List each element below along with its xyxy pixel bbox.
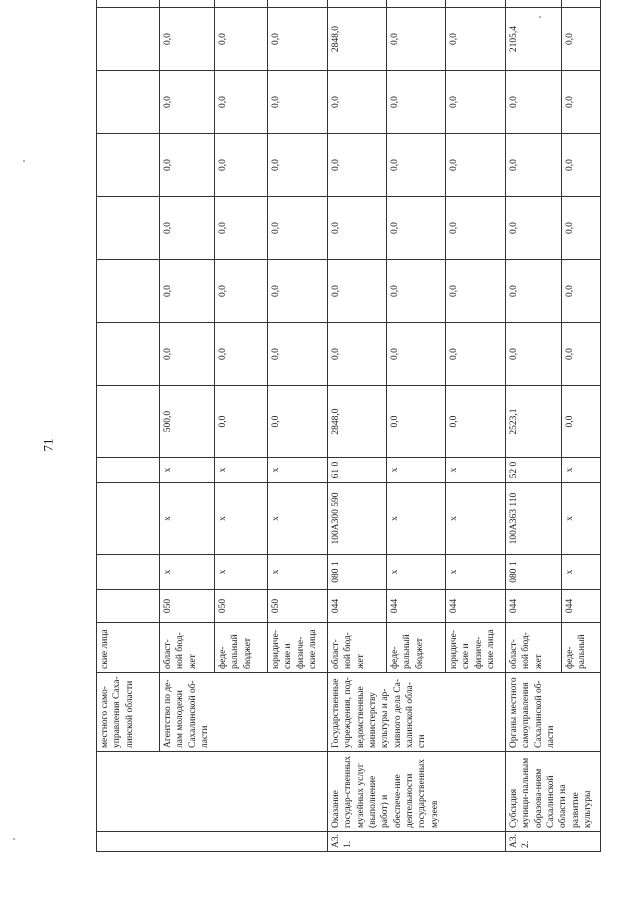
page-number: 71: [40, 438, 55, 452]
cell-value: 0,0: [446, 386, 506, 458]
cell-csr: x: [215, 483, 268, 555]
cell-value: 0,0: [506, 71, 562, 134]
cell-value: 0,0: [215, 71, 268, 134]
cell-value: 0,0: [160, 71, 215, 134]
cell-value: 0,0: [387, 260, 446, 323]
cell-value: 0,0: [268, 323, 328, 386]
cell-grbs: 044: [562, 590, 601, 623]
budget-table-area: [96, 25, 600, 852]
row-code: [97, 832, 328, 852]
cell-value: 2848,0: [328, 8, 387, 71]
cell-vr: x: [160, 458, 215, 483]
scan-speck: [13, 838, 15, 840]
cell-vr: x: [268, 458, 328, 483]
cell-csr: x: [160, 483, 215, 555]
row-executor: Органы местного самоуправления Сахалинской об-ласти: [506, 673, 601, 752]
cell-value: 0,0: [215, 386, 268, 458]
row-source: феде-ральный: [562, 623, 601, 673]
cell-value: 0,0: [506, 134, 562, 197]
cell-value: 0,0: [268, 8, 328, 71]
cell-value: 0,0: [268, 197, 328, 260]
cell-value: 0,0: [562, 71, 601, 134]
row-code: А3. 1.: [328, 832, 506, 852]
cell-value: [268, 0, 328, 8]
cell-rz: 080 1: [328, 555, 387, 590]
cell-csr: x: [562, 483, 601, 555]
cell-vr: x: [562, 458, 601, 483]
cell-rz: 080 1: [506, 555, 562, 590]
cell-value: 0,0: [446, 71, 506, 134]
cell-value: 0,0: [387, 8, 446, 71]
cell-value: 0,0: [328, 260, 387, 323]
cell-value: 0,0: [387, 323, 446, 386]
cell-value: 0,0: [387, 386, 446, 458]
row-measure: [97, 752, 328, 832]
cell-value: 0,0: [446, 197, 506, 260]
cell-grbs: 050: [215, 590, 268, 623]
cell-grbs: 044: [387, 590, 446, 623]
cell-value: 0,0: [215, 134, 268, 197]
cell-csr: x: [387, 483, 446, 555]
cell-vr: x: [387, 458, 446, 483]
cell-value: 0,0: [268, 134, 328, 197]
cell-value: 0,0: [328, 197, 387, 260]
cell-value: [562, 0, 601, 8]
row-source: феде-ральный бюджет: [215, 623, 268, 673]
cell-value: [97, 260, 160, 323]
cell-value: [446, 0, 506, 8]
cell-value: 0,0: [215, 197, 268, 260]
cell-value: [97, 386, 160, 458]
cell-value: 0,0: [387, 134, 446, 197]
cell-value: [328, 0, 387, 8]
cell-value: 0,0: [160, 134, 215, 197]
cell-value: 0,0: [562, 260, 601, 323]
cell-rz: x: [160, 555, 215, 590]
cell-value: [387, 0, 446, 8]
cell-value: 0,0: [506, 323, 562, 386]
row-source: юридиче-ские и физиче-ские лица: [268, 623, 328, 673]
cell-value: 0,0: [160, 323, 215, 386]
cell-value: 500,0: [160, 386, 215, 458]
cell-value: 2523,1: [506, 386, 562, 458]
cell-value: 0,0: [387, 71, 446, 134]
row-executor: Государственные учреждения, под-ведомственные министерству культуры и ар-хивного дела Са-халинской обла-сти: [328, 673, 506, 752]
row-source: област-ной бюд-жет: [160, 623, 215, 673]
row-executor: Агентство по де-лам молодежи Сахалинской об-ласти: [160, 673, 328, 752]
cell-csr: [97, 483, 160, 555]
cell-value: 0,0: [506, 197, 562, 260]
cell-value: 0,0: [215, 8, 268, 71]
table-row: [160, 0, 215, 852]
scan-speck: [23, 160, 25, 162]
cell-value: 0,0: [160, 260, 215, 323]
cell-value: [97, 0, 160, 8]
cell-value: 0,0: [160, 8, 215, 71]
cell-vr: 52 0: [506, 458, 562, 483]
row-measure: Оказание государ-ственных музейных услуг (выполнение работ) и обеспече-ние деятельности государственных музеев: [328, 752, 506, 832]
row-code: А3. 2.: [506, 832, 601, 852]
cell-grbs: 044: [506, 590, 562, 623]
cell-value: 0,0: [446, 323, 506, 386]
cell-value: 0,0: [446, 8, 506, 71]
cell-value: 0,0: [215, 323, 268, 386]
cell-value: 0,0: [328, 134, 387, 197]
cell-value: 0,0: [160, 197, 215, 260]
cell-value: 0,0: [328, 71, 387, 134]
cell-rz: x: [387, 555, 446, 590]
cell-value: [506, 0, 562, 8]
scan-speck: [539, 16, 541, 18]
cell-value: 2105,4: [506, 8, 562, 71]
cell-value: [97, 71, 160, 134]
cell-value: 0,0: [562, 386, 601, 458]
table-row: [506, 0, 562, 852]
row-source: област-ной бюд-жет: [328, 623, 387, 673]
budget-table: [96, 0, 601, 852]
cell-value: [97, 197, 160, 260]
cell-value: 0,0: [446, 134, 506, 197]
row-executor: местного само-управления Саха-линской области: [97, 673, 160, 752]
cell-grbs: 044: [328, 590, 387, 623]
cell-rz: x: [562, 555, 601, 590]
cell-vr: x: [215, 458, 268, 483]
table-row: [97, 0, 160, 852]
row-source: ские лица: [97, 623, 160, 673]
cell-rz: [97, 555, 160, 590]
cell-value: 0,0: [506, 260, 562, 323]
cell-rz: x: [268, 555, 328, 590]
cell-grbs: [97, 590, 160, 623]
cell-rz: x: [215, 555, 268, 590]
cell-value: 0,0: [328, 323, 387, 386]
cell-csr: 100А300 590: [328, 483, 387, 555]
cell-grbs: 050: [160, 590, 215, 623]
cell-value: 0,0: [268, 71, 328, 134]
cell-value: 0,0: [562, 8, 601, 71]
cell-grbs: 044: [446, 590, 506, 623]
row-source: юридиче-ские и физиче-ские лица: [446, 623, 506, 673]
row-source: феде-ральный бюджет: [387, 623, 446, 673]
cell-value: [97, 323, 160, 386]
row-measure: Субсидия муници-пальным образова-ниям Сахалинской области на развитие культуры: [506, 752, 601, 832]
cell-value: 0,0: [446, 260, 506, 323]
cell-rz: x: [446, 555, 506, 590]
cell-value: [160, 0, 215, 8]
cell-value: 0,0: [268, 386, 328, 458]
cell-value: [215, 0, 268, 8]
cell-vr: 61 0: [328, 458, 387, 483]
cell-value: 0,0: [387, 197, 446, 260]
cell-value: 0,0: [562, 323, 601, 386]
cell-value: [97, 134, 160, 197]
cell-csr: 100А363 110: [506, 483, 562, 555]
row-source: област-ной бюд-жет: [506, 623, 562, 673]
cell-value: [97, 8, 160, 71]
cell-value: 0,0: [562, 197, 601, 260]
cell-grbs: 050: [268, 590, 328, 623]
cell-value: 2848,0: [328, 386, 387, 458]
cell-vr: x: [446, 458, 506, 483]
cell-vr: [97, 458, 160, 483]
cell-csr: x: [446, 483, 506, 555]
cell-value: 0,0: [562, 134, 601, 197]
cell-value: 0,0: [215, 260, 268, 323]
cell-value: 0,0: [268, 260, 328, 323]
cell-csr: x: [268, 483, 328, 555]
table-row: [328, 0, 387, 852]
